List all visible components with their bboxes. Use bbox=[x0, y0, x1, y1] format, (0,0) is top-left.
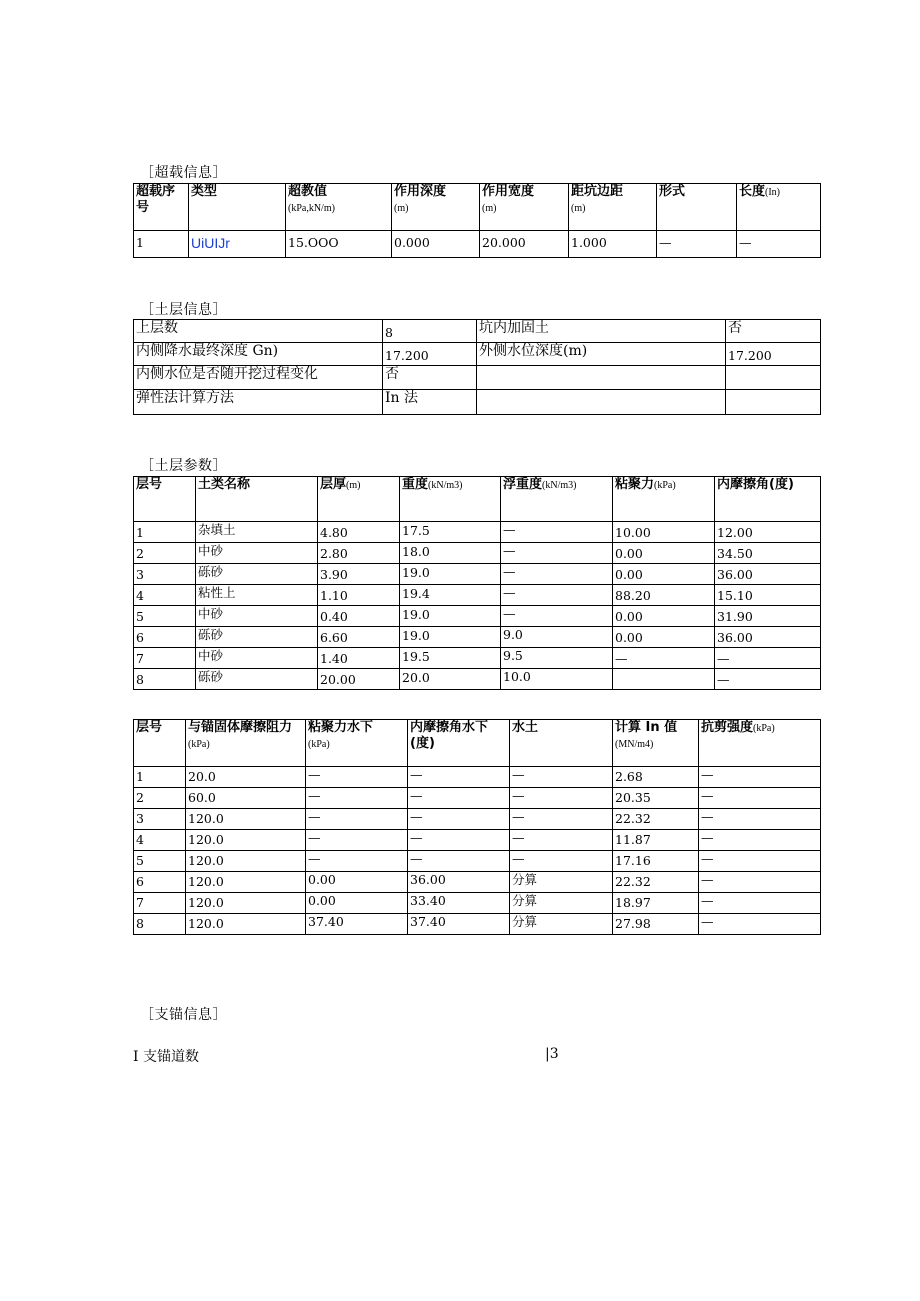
table-row bbox=[134, 627, 821, 648]
table-cell: 11.87 bbox=[613, 830, 699, 851]
table-cell: 5 bbox=[134, 606, 196, 627]
table-cell: — bbox=[510, 830, 613, 851]
table-cell: 7 bbox=[134, 893, 186, 914]
surcharge-table bbox=[133, 183, 821, 258]
table-cell: UiUIJr bbox=[189, 231, 286, 258]
table-row bbox=[134, 669, 821, 690]
table-cell: 31.90 bbox=[715, 606, 821, 627]
table-cell: 0.00 bbox=[613, 627, 715, 648]
header-cell: 内摩擦角水下(度) bbox=[408, 720, 510, 767]
table-cell: 20.0 bbox=[186, 767, 306, 788]
table-cell: 3 bbox=[134, 809, 186, 830]
table-cell: 19.4 bbox=[400, 585, 501, 606]
table-cell: 120.0 bbox=[186, 851, 306, 872]
header-cell: 浮重度(kN/m3) bbox=[501, 477, 613, 522]
table-cell: — bbox=[510, 767, 613, 788]
table-cell: 120.0 bbox=[186, 893, 306, 914]
header-cell: 层厚(m) bbox=[318, 477, 400, 522]
table-cell: 内侧水位是否随开挖过程变化 bbox=[134, 366, 383, 390]
header-cell: 计算 In 值 (MN/m4) bbox=[613, 720, 699, 767]
table-cell: 弹性法计算方法 bbox=[134, 390, 383, 415]
table-cell bbox=[726, 390, 821, 415]
table-cell bbox=[477, 390, 726, 415]
table-cell: 4 bbox=[134, 830, 186, 851]
table-cell: 0.00 bbox=[306, 872, 408, 893]
table-cell: — bbox=[657, 231, 737, 258]
table-cell: 中砂 bbox=[196, 543, 318, 564]
table-cell: 0.000 bbox=[392, 231, 480, 258]
table-cell: 20.0 bbox=[400, 669, 501, 690]
table-row bbox=[134, 390, 821, 415]
table-cell: 否 bbox=[726, 320, 821, 343]
table-cell: 19.0 bbox=[400, 627, 501, 648]
table-row bbox=[134, 767, 821, 788]
table-cell: 0.00 bbox=[306, 893, 408, 914]
table-cell: 砾砂 bbox=[196, 627, 318, 648]
table-cell: 17.200 bbox=[383, 343, 477, 366]
surcharge-header-row bbox=[134, 184, 821, 231]
table-cell: 19.0 bbox=[400, 606, 501, 627]
header-cell: 层号 bbox=[134, 720, 186, 767]
table-row bbox=[134, 872, 821, 893]
table-cell: 19.0 bbox=[400, 564, 501, 585]
header-cell: 土类名称 bbox=[196, 477, 318, 522]
header-cell: 超载序号 bbox=[134, 184, 189, 231]
table-cell: 2.68 bbox=[613, 767, 699, 788]
table-cell: — bbox=[306, 788, 408, 809]
table-cell: — bbox=[699, 767, 821, 788]
table-cell bbox=[726, 366, 821, 390]
table-cell: — bbox=[501, 522, 613, 543]
table-cell: — bbox=[408, 788, 510, 809]
table-cell: 20.00 bbox=[318, 669, 400, 690]
table-cell: 4.80 bbox=[318, 522, 400, 543]
table-cell: 5 bbox=[134, 851, 186, 872]
table-cell: 18.97 bbox=[613, 893, 699, 914]
header-cell: 距坑边距 (m) bbox=[569, 184, 657, 231]
table-cell: 坑内加固土 bbox=[477, 320, 726, 343]
table-cell: — bbox=[510, 851, 613, 872]
header-cell: 与锚固体摩擦阻力(kPa) bbox=[186, 720, 306, 767]
soil-params-table bbox=[133, 476, 821, 690]
table-cell: 8 bbox=[134, 669, 196, 690]
table-cell: 0.40 bbox=[318, 606, 400, 627]
table-cell: — bbox=[737, 231, 821, 258]
table-cell: 杂填土 bbox=[196, 522, 318, 543]
table-row bbox=[134, 788, 821, 809]
table-cell: 120.0 bbox=[186, 830, 306, 851]
table-cell: 37.40 bbox=[306, 914, 408, 935]
table-cell: — bbox=[501, 543, 613, 564]
table-cell: 1 bbox=[134, 767, 186, 788]
table-cell: 120.0 bbox=[186, 809, 306, 830]
table-cell: 22.32 bbox=[613, 809, 699, 830]
table-cell: 6.60 bbox=[318, 627, 400, 648]
table-cell: 分算 bbox=[510, 893, 613, 914]
table-cell: — bbox=[699, 830, 821, 851]
header-cell: 长度(In) bbox=[737, 184, 821, 231]
table-cell: — bbox=[408, 767, 510, 788]
table-row bbox=[134, 366, 821, 390]
table-cell: — bbox=[699, 872, 821, 893]
table-cell: 外侧水位深度(m) bbox=[477, 343, 726, 366]
table-cell: 20.000 bbox=[480, 231, 569, 258]
table-cell: 8 bbox=[383, 320, 477, 343]
table-cell: 4 bbox=[134, 585, 196, 606]
table-cell: 6 bbox=[134, 872, 186, 893]
table-cell: 10.00 bbox=[613, 522, 715, 543]
header-cell: 粘聚力(kPa) bbox=[613, 477, 715, 522]
table-cell: 中砂 bbox=[196, 606, 318, 627]
table-cell: — bbox=[306, 830, 408, 851]
table-cell: 18.0 bbox=[400, 543, 501, 564]
table-cell: 砾砂 bbox=[196, 564, 318, 585]
table-cell: — bbox=[699, 914, 821, 935]
section-title-anchor: ［支锚信息］ bbox=[140, 1007, 227, 1023]
table-row bbox=[134, 809, 821, 830]
anchor-params-table bbox=[133, 719, 821, 935]
table-cell: — bbox=[408, 830, 510, 851]
table-cell: — bbox=[501, 564, 613, 585]
table-cell: 60.0 bbox=[186, 788, 306, 809]
table-row bbox=[134, 585, 821, 606]
table-cell: 6 bbox=[134, 627, 196, 648]
table-cell: 17.200 bbox=[726, 343, 821, 366]
table-cell: 10.0 bbox=[501, 669, 613, 690]
header-cell: 水土 bbox=[510, 720, 613, 767]
table-cell: 36.00 bbox=[408, 872, 510, 893]
table-cell: — bbox=[699, 851, 821, 872]
table-cell: 120.0 bbox=[186, 872, 306, 893]
table-cell: 1 bbox=[134, 522, 196, 543]
table-cell: 17.16 bbox=[613, 851, 699, 872]
table-cell: — bbox=[715, 648, 821, 669]
section-title-soil-params: ［土层参数］ bbox=[140, 458, 227, 474]
table-row bbox=[134, 522, 821, 543]
table-cell: 19.5 bbox=[400, 648, 501, 669]
table-cell: 27.98 bbox=[613, 914, 699, 935]
table-cell: 否 bbox=[383, 366, 477, 390]
header-cell: 内摩擦角(度) bbox=[715, 477, 821, 522]
table-row bbox=[134, 851, 821, 872]
table-cell: 内侧降水最终深度 Gn) bbox=[134, 343, 383, 366]
table-cell: 1.000 bbox=[569, 231, 657, 258]
table-row bbox=[134, 564, 821, 585]
table-cell: 9.0 bbox=[501, 627, 613, 648]
header-cell: 粘聚力水下 (kPa) bbox=[306, 720, 408, 767]
table-cell bbox=[477, 366, 726, 390]
header-cell: 形式 bbox=[657, 184, 737, 231]
table-cell: 0.00 bbox=[613, 543, 715, 564]
table-cell: — bbox=[408, 851, 510, 872]
table-cell: 中砂 bbox=[196, 648, 318, 669]
table-cell: — bbox=[699, 809, 821, 830]
table-cell: 36.00 bbox=[715, 564, 821, 585]
anchor-count-value: |3 bbox=[545, 1046, 559, 1062]
section-title-soil-info: ［土层信息］ bbox=[140, 302, 227, 318]
table-row bbox=[134, 543, 821, 564]
soil-params-header-row bbox=[134, 477, 821, 522]
table-cell: — bbox=[306, 809, 408, 830]
table-cell: 0.00 bbox=[613, 564, 715, 585]
anchor-count-label: I 支锚道数 bbox=[133, 1049, 199, 1065]
table-cell: 9.5 bbox=[501, 648, 613, 669]
table-cell: 分算 bbox=[510, 872, 613, 893]
table-cell: — bbox=[699, 893, 821, 914]
table-row bbox=[134, 606, 821, 627]
header-cell: 抗剪强度(kPa) bbox=[699, 720, 821, 767]
table-row bbox=[134, 648, 821, 669]
table-cell: 2.80 bbox=[318, 543, 400, 564]
table-cell: 1.10 bbox=[318, 585, 400, 606]
table-row bbox=[134, 231, 821, 258]
table-cell: 砾砂 bbox=[196, 669, 318, 690]
table-row bbox=[134, 830, 821, 851]
table-cell: 37.40 bbox=[408, 914, 510, 935]
table-cell: — bbox=[501, 585, 613, 606]
table-cell: 3.90 bbox=[318, 564, 400, 585]
table-cell: — bbox=[613, 648, 715, 669]
table-cell: 2 bbox=[134, 543, 196, 564]
table-row bbox=[134, 343, 821, 366]
table-cell: 34.50 bbox=[715, 543, 821, 564]
header-cell: 层号 bbox=[134, 477, 196, 522]
table-row bbox=[134, 914, 821, 935]
header-cell: 重度(kN/m3) bbox=[400, 477, 501, 522]
table-cell: 33.40 bbox=[408, 893, 510, 914]
header-cell: 作用深度 (m) bbox=[392, 184, 480, 231]
table-cell: 12.00 bbox=[715, 522, 821, 543]
table-cell: — bbox=[715, 669, 821, 690]
table-cell: 7 bbox=[134, 648, 196, 669]
table-cell: 1.40 bbox=[318, 648, 400, 669]
section-title-surcharge: ［超载信息］ bbox=[140, 165, 227, 181]
table-cell: 36.00 bbox=[715, 627, 821, 648]
table-cell: 15.10 bbox=[715, 585, 821, 606]
table-cell: In 法 bbox=[383, 390, 477, 415]
table-cell: 88.20 bbox=[613, 585, 715, 606]
table-cell: 22.32 bbox=[613, 872, 699, 893]
table-cell: — bbox=[306, 767, 408, 788]
table-cell: 粘性上 bbox=[196, 585, 318, 606]
header-cell: 作用宽度 (m) bbox=[480, 184, 569, 231]
header-cell: 超教值 (kPa,kN/m) bbox=[286, 184, 392, 231]
soil-info-table bbox=[133, 319, 821, 415]
anchor-params-header-row bbox=[134, 720, 821, 767]
table-cell: — bbox=[306, 851, 408, 872]
table-cell: 2 bbox=[134, 788, 186, 809]
table-cell: 上层数 bbox=[134, 320, 383, 343]
table-cell: 120.0 bbox=[186, 914, 306, 935]
table-cell: 分算 bbox=[510, 914, 613, 935]
table-cell: 0.00 bbox=[613, 606, 715, 627]
header-cell: 类型 bbox=[189, 184, 286, 231]
table-cell: 20.35 bbox=[613, 788, 699, 809]
table-cell: 1 bbox=[134, 231, 189, 258]
table-row bbox=[134, 893, 821, 914]
table-cell: 8 bbox=[134, 914, 186, 935]
table-cell: 3 bbox=[134, 564, 196, 585]
table-row bbox=[134, 320, 821, 343]
table-cell: — bbox=[510, 788, 613, 809]
table-cell: 15.OOO bbox=[286, 231, 392, 258]
table-cell: — bbox=[408, 809, 510, 830]
table-cell: 17.5 bbox=[400, 522, 501, 543]
table-cell: — bbox=[501, 606, 613, 627]
table-cell: — bbox=[699, 788, 821, 809]
table-cell bbox=[613, 669, 715, 690]
table-cell: — bbox=[510, 809, 613, 830]
